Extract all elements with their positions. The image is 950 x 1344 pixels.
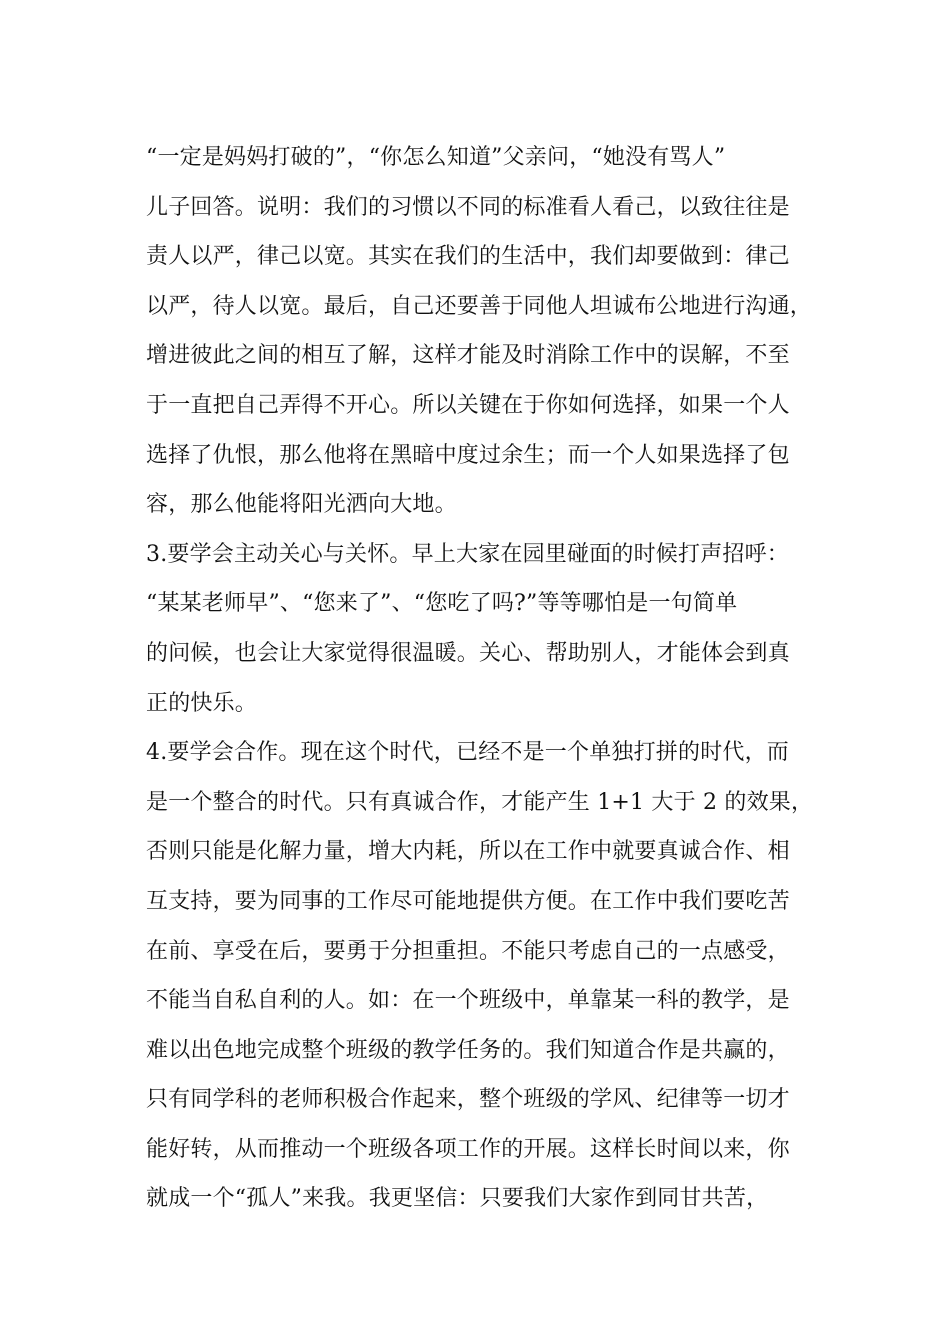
text-line: 责人以严，律己以宽。其实在我们的生活中，我们却要做到：律己 — [146, 244, 790, 270]
text-line: 在前、享受在后，要勇于分担重担。不能只考虑自己的一点感受， — [146, 938, 790, 964]
text-line: 正的快乐。 — [146, 690, 258, 716]
text-line: 4.要学会合作。现在这个时代，已经不是一个单独打拼的时代，而 — [146, 740, 789, 766]
text-line: 只有同学科的老师积极合作起来，整个班级的学风、纪律等一切才 — [146, 1087, 790, 1113]
text-line: 互支持，要为同事的工作尽可能地提供方便。在工作中我们要吃苦 — [146, 888, 790, 914]
text-line: “一定是妈妈打破的”，“你怎么知道”父亲问，“她没有骂人” — [146, 145, 726, 170]
text-line: 容，那么他能将阳光洒向大地。 — [146, 492, 457, 518]
text-line: 是一个整合的时代。只有真诚合作，才能产生 1+1 大于 2 的效果， — [146, 789, 814, 815]
text-line: 3.要学会主动关心与关怀。早上大家在园里碰面的时候打声招呼： — [146, 541, 789, 567]
text-line: “某某老师早”、“您来了”、“您吃了吗?”等等哪怕是一句简单 — [146, 591, 738, 617]
text-line: 于一直把自己弄得不开心。所以关键在于你如何选择，如果一个人 — [146, 392, 790, 418]
text-line: 就成一个“孤人”来我。我更坚信：只要我们大家作到同甘共苦， — [146, 1186, 769, 1212]
body-text — [146, 133, 826, 1224]
text-line: 增进彼此之间的相互了解，这样才能及时消除工作中的误解，不至 — [146, 343, 790, 369]
text-line: 否则只能是化解力量，增大内耗，所以在工作中就要真诚合作、相 — [146, 839, 790, 865]
text-line: 的问候，也会让大家觉得很温暖。关心、帮助别人，才能体会到真 — [146, 640, 790, 666]
text-line: 选择了仇恨，那么他将在黑暗中度过余生；而一个人如果选择了包 — [146, 442, 790, 468]
text-line: 不能当自私自利的人。如：在一个班级中，单靠某一科的教学，是 — [146, 988, 790, 1014]
text-line: 难以出色地完成整个班级的教学任务的。我们知道合作是共赢的， — [146, 1037, 790, 1063]
text-line: 儿子回答。说明：我们的习惯以不同的标准看人看己，以致往往是 — [146, 194, 790, 220]
text-line: 以严，待人以宽。最后，自己还要善于同他人坦诚布公地进行沟通， — [146, 293, 813, 319]
text-line: 能好转，从而推动一个班级各项工作的开展。这样长时间以来，你 — [146, 1136, 790, 1162]
